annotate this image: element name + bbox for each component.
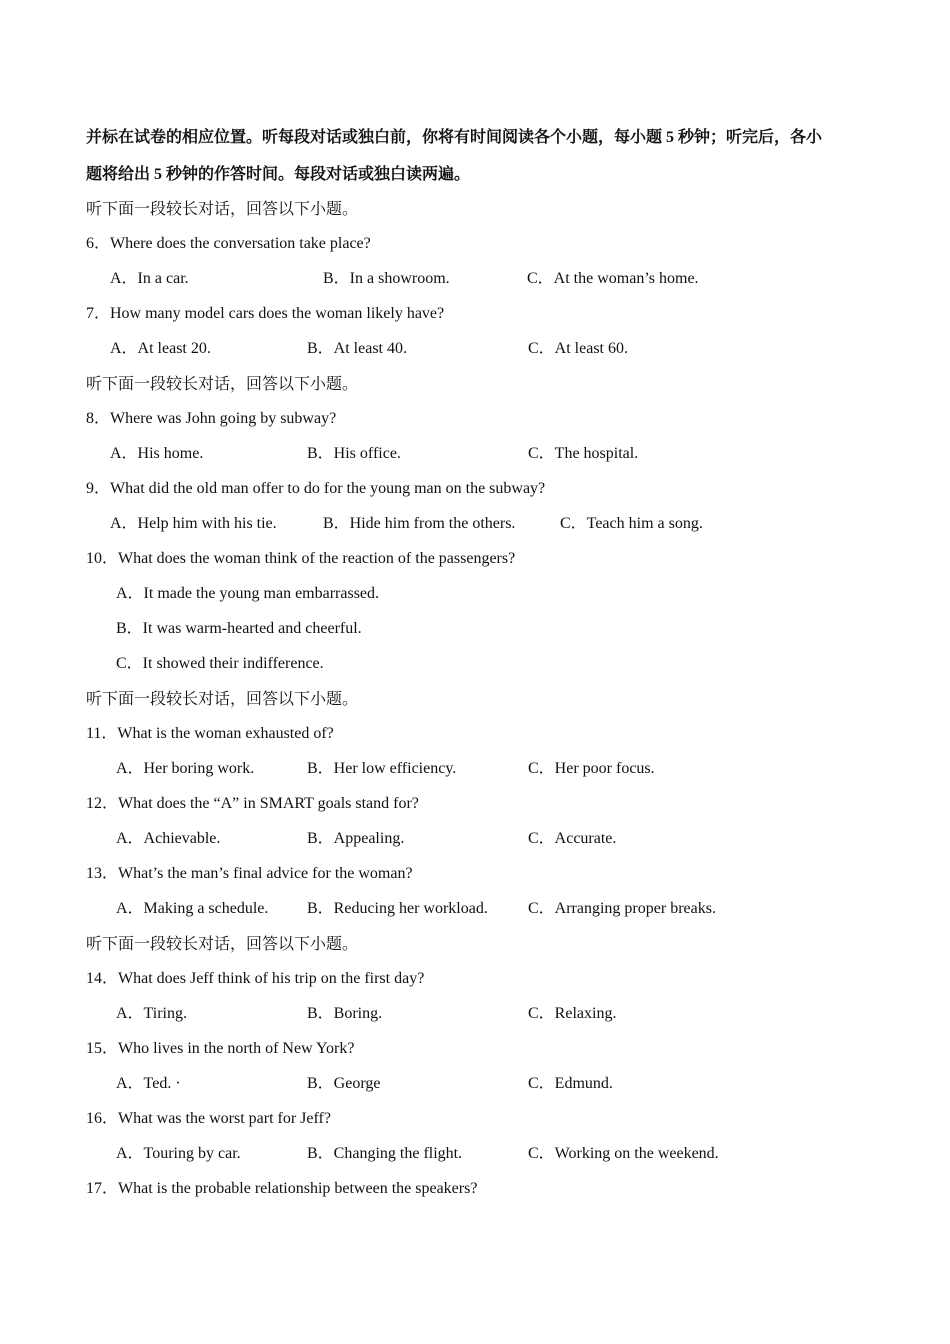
question-14-option-a: A．Tiring.: [116, 1005, 187, 1022]
question-6-option-c: C．At the woman’s home.: [527, 270, 699, 287]
instructions-line-1: 并标在试卷的相应位置。听每段对话或独白前，你将有时间阅读各个小题，每小题 5 秒钟；听完后，各小: [86, 129, 823, 146]
question-11-option-c: C．Her poor focus.: [528, 760, 655, 777]
question-16: 16．What was the worst part for Jeff?: [86, 1110, 331, 1127]
question-13-option-a: A．Making a schedule.: [116, 900, 269, 917]
question-15-option-b: B．George: [307, 1075, 381, 1092]
question-9-option-c: C．Teach him a song.: [560, 515, 703, 532]
question-16-option-c: C．Working on the weekend.: [528, 1145, 719, 1162]
question-15: 15．Who lives in the north of New York?: [86, 1040, 355, 1057]
question-7-option-b: B．At least 40.: [307, 340, 407, 357]
question-13-option-c: C．Arranging proper breaks.: [528, 900, 716, 917]
question-9-option-a: A．Help him with his tie.: [110, 515, 277, 532]
question-6-option-a: A．In a car.: [110, 270, 189, 287]
question-6: 6．Where does the conversation take place?: [86, 235, 371, 252]
question-12: 12．What does the “A” in SMART goals stand for?: [86, 795, 419, 812]
section-header: 听下面一段较长对话，回答以下小题。: [86, 201, 359, 218]
question-10: 10．What does the woman think of the reaction of the passengers?: [86, 550, 516, 567]
question-10-option-b: B．It was warm-hearted and cheerful.: [116, 620, 362, 637]
question-10-option-c: C．It showed their indifference.: [116, 655, 324, 672]
question-14-option-c: C．Relaxing.: [528, 1005, 617, 1022]
question-13: 13．What’s the man’s final advice for the woman?: [86, 865, 413, 882]
question-12-option-a: A．Achievable.: [116, 830, 221, 847]
question-17: 17．What is the probable relationship between the speakers?: [86, 1180, 478, 1197]
question-12-option-b: B．Appealing.: [307, 830, 405, 847]
question-10-option-a: A．It made the young man embarrassed.: [116, 585, 380, 602]
question-11-option-a: A．Her boring work.: [116, 760, 255, 777]
question-7-option-c: C．At least 60.: [528, 340, 628, 357]
question-15-option-c: C．Edmund.: [528, 1075, 613, 1092]
section-header: 听下面一段较长对话，回答以下小题。: [86, 691, 359, 708]
section-header: 听下面一段较长对话，回答以下小题。: [86, 936, 359, 953]
instructions-line-2: 题将给出 5 秒钟的作答时间。每段对话或独白读两遍。: [86, 166, 471, 183]
question-13-option-b: B．Reducing her workload.: [307, 900, 488, 917]
question-16-option-b: B．Changing the flight.: [307, 1145, 463, 1162]
question-7-option-a: A．At least 20.: [110, 340, 211, 357]
question-11: 11．What is the woman exhausted of?: [86, 725, 334, 742]
question-8: 8．Where was John going by subway?: [86, 410, 337, 427]
question-8-option-c: C．The hospital.: [528, 445, 639, 462]
question-9-option-b: B．Hide him from the others.: [323, 515, 516, 532]
question-8-option-a: A．His home.: [110, 445, 204, 462]
question-16-option-a: A．Touring by car.: [116, 1145, 241, 1162]
question-14: 14．What does Jeff think of his trip on the first day?: [86, 970, 425, 987]
question-14-option-b: B．Boring.: [307, 1005, 383, 1022]
question-8-option-b: B．His office.: [307, 445, 401, 462]
question-11-option-b: B．Her low efficiency.: [307, 760, 457, 777]
question-6-option-b: B．In a showroom.: [323, 270, 450, 287]
question-12-option-c: C．Accurate.: [528, 830, 617, 847]
question-9: 9．What did the old man offer to do for the young man on the subway?: [86, 480, 546, 497]
question-7: 7．How many model cars does the woman likely have?: [86, 305, 445, 322]
question-15-option-a: A．Ted. ·: [116, 1075, 181, 1092]
section-header: 听下面一段较长对话，回答以下小题。: [86, 376, 359, 393]
